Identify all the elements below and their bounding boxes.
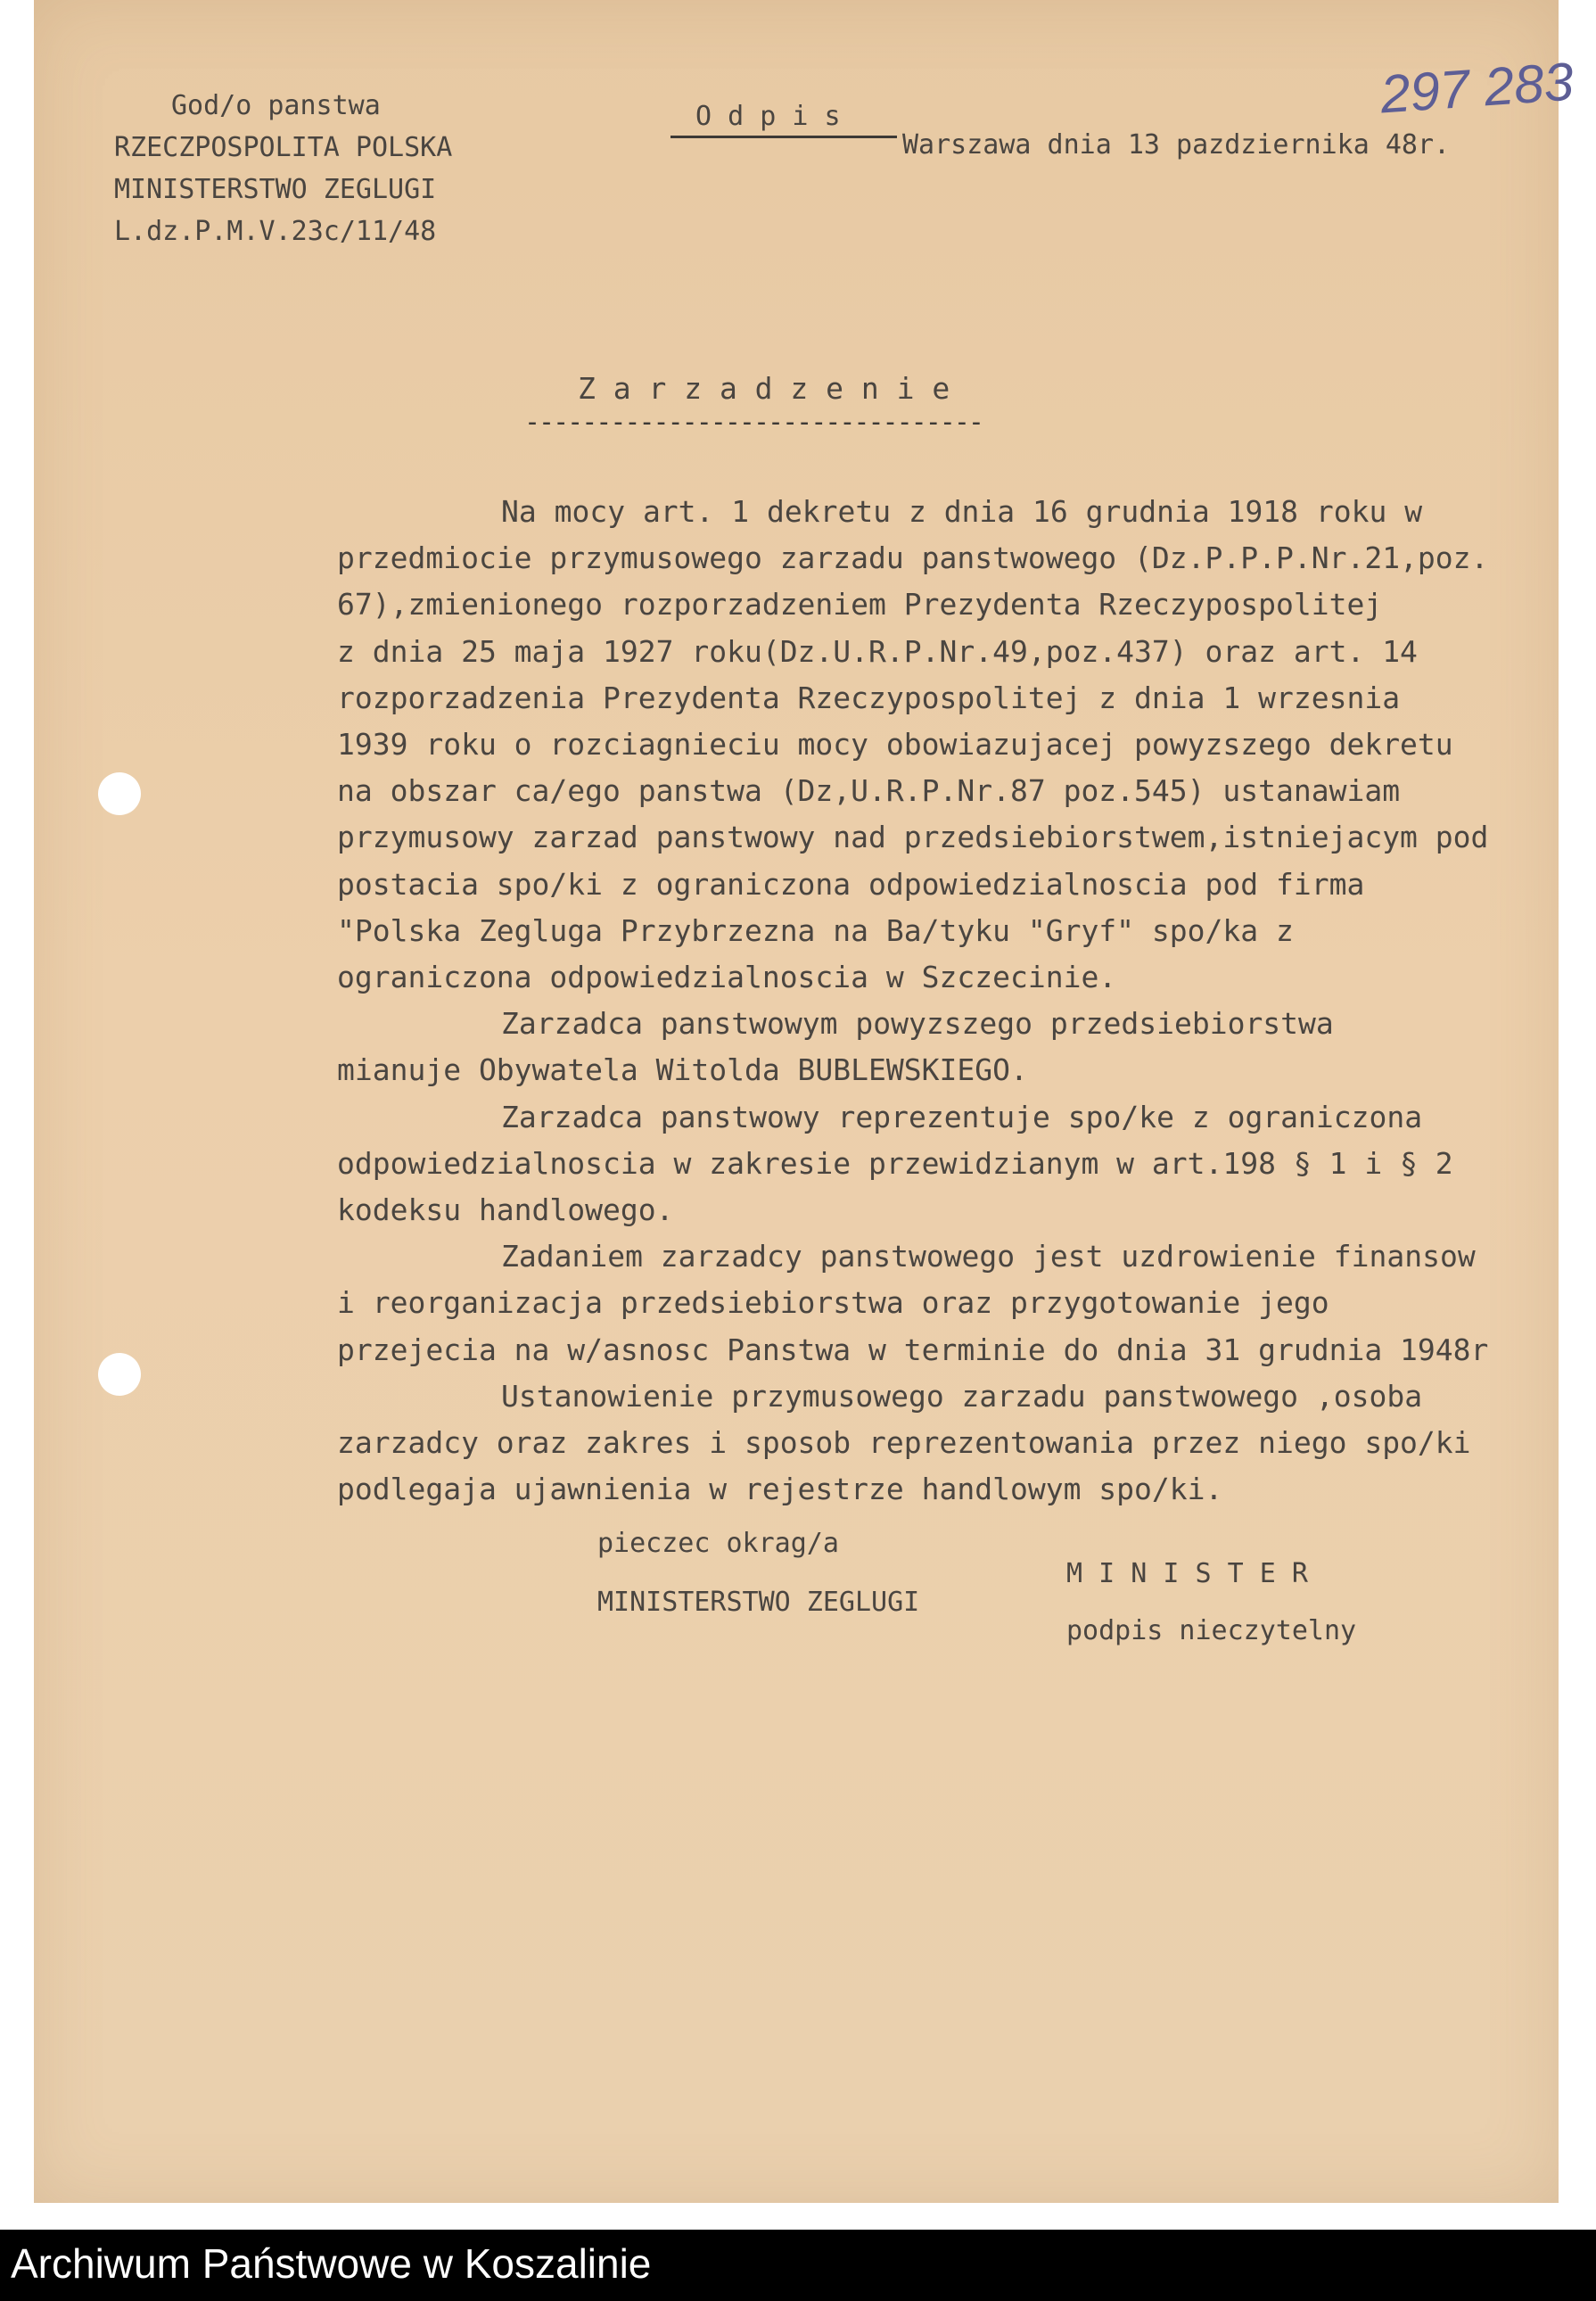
archive-name: Archiwum Państwowe w Koszalinie (11, 2240, 652, 2287)
header-ministry: MINISTERSTWO ZEGLUGI (114, 174, 437, 205)
header-country: RZECZPOSPOLITA POLSKA (114, 132, 453, 163)
place-date: Warszawa dnia 13 pazdziernika 48r. (902, 129, 1451, 161)
header-coat-of-arms: God/o panstwa (171, 90, 381, 121)
signature-title: M I N I S T E R (1066, 1558, 1308, 1589)
body-line: z dnia 25 maja 1927 roku(Dz.U.R.P.Nr.49,poz.437) oraz art. 14 (337, 634, 1418, 669)
archive-reference-number: 297 283 (1378, 51, 1575, 125)
body-line: ograniczona odpowiedzialnoscia w Szczecinie. (337, 960, 1117, 994)
document-title: Z a r z a d z e n i e (578, 371, 950, 406)
body-line: Zadaniem zarzadcy panstwowego jest uzdrowienie finansow (501, 1239, 1476, 1274)
copy-label-underline (670, 136, 897, 138)
body-line: i reorganizacja przedsiebiorstwa oraz przygotowanie jego (337, 1285, 1329, 1320)
seal-description: pieczec okrag/a (597, 1528, 839, 1559)
body-line: 67),zmienionego rozporzadzeniem Prezydenta Rzeczypospolitej (337, 587, 1383, 622)
body-line: mianuje Obywatela Witolda BUBLEWSKIEGO. (337, 1052, 1028, 1087)
body-line: "Polska Zegluga Przybrzezna na Ba/tyku "Gryf" spo/ka z (337, 913, 1294, 948)
body-line: Zarzadca panstwowym powyzszego przedsiebiorstwa (501, 1006, 1334, 1041)
body-line: na obszar ca/ego panstwa (Dz,U.R.P.Nr.87 poz.545) ustanawiam (337, 773, 1401, 808)
body-line: 1939 roku o rozciagnieciu mocy obowiazujacej powyzszego dekretu (337, 727, 1453, 762)
body-line: przymusowy zarzad panstwowy nad przedsiebiorstwem,istniejacym pod (337, 820, 1489, 854)
signature-note: podpis nieczytelny (1066, 1615, 1357, 1646)
body-line: Na mocy art. 1 dekretu z dnia 16 grudnia 1918 roku w (501, 494, 1423, 529)
body-line: rozporzadzenia Prezydenta Rzeczypospolitej z dnia 1 wrzesnia (337, 680, 1401, 715)
body-line: zarzadcy oraz zakres i sposob reprezentowania przez niego spo/ki (337, 1425, 1471, 1460)
body-line: przejecia na w/asnosc Panstwa w terminie do dnia 31 grudnia 1948r (337, 1332, 1489, 1367)
copy-label: O d p i s (695, 101, 841, 132)
seal-ministry: MINISTERSTWO ZEGLUGI (597, 1587, 920, 1618)
archive-footer-bar (0, 2230, 1596, 2301)
body-line: kodeksu handlowego. (337, 1192, 674, 1227)
header-reference: L.dz.P.M.V.23c/11/48 (114, 216, 437, 247)
body-line: postacia spo/ki z ograniczona odpowiedzialnoscia pod firma (337, 867, 1365, 902)
body-line: przedmiocie przymusowego zarzadu panstwowego (Dz.P.P.P.Nr.21,poz. (337, 540, 1489, 575)
title-underline: -------------------------------- (524, 407, 983, 438)
body-line: odpowiedzialnoscia w zakresie przewidzianym w art.198 § 1 i § 2 (337, 1146, 1453, 1181)
body-line: Zarzadca panstwowy reprezentuje spo/ke z ograniczona (501, 1100, 1423, 1134)
body-line: Ustanowienie przymusowego zarzadu panstwowego ,osoba (501, 1379, 1423, 1414)
punch-hole (98, 772, 141, 815)
body-line: podlegaja ujawnienia w rejestrze handlowym spo/ki. (337, 1472, 1223, 1506)
punch-hole (98, 1353, 141, 1396)
